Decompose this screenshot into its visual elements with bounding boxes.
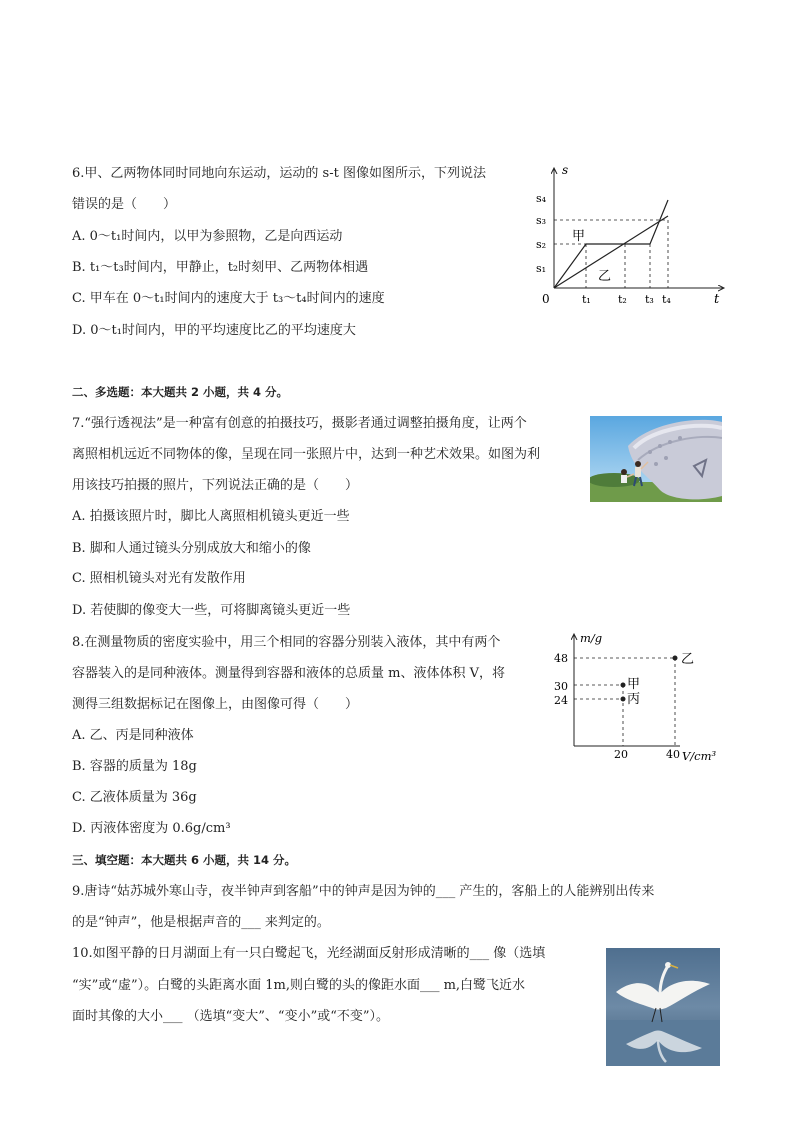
q8-label-bing: 丙 bbox=[627, 692, 641, 707]
q8-point-bing bbox=[621, 697, 626, 702]
q6-st-graph bbox=[528, 160, 728, 310]
q6-option-a: A. 0～t₁时间内，以甲为参照物，乙是向西运动 bbox=[72, 229, 343, 244]
q8-option-d: D. 丙液体密度为 0.6g/cm³ bbox=[72, 821, 231, 836]
q6-x-tick-t2: t₂ bbox=[618, 293, 627, 306]
q7-stem-line-2: 离照相机远近不同物体的像，呈现在同一张照片中，达到一种艺术效果。如图为利 bbox=[72, 447, 541, 462]
q6-y-tick-s2: s₂ bbox=[536, 238, 547, 251]
q6-x-tick-t3: t₃ bbox=[645, 293, 654, 306]
q8-option-c: C. 乙液体质量为 36g bbox=[72, 790, 197, 805]
q8-y-tick-48: 48 bbox=[554, 652, 568, 665]
q7-stem-line-1: 7.“强行透视法”是一种富有创意的拍摄技巧，摄影者通过调整拍摄角度，让两个 bbox=[72, 416, 527, 431]
q6-y-axis-label: s bbox=[562, 163, 569, 177]
q6-option-d: D. 0～t₁时间内，甲的平均速度比乙的平均速度大 bbox=[72, 323, 356, 338]
q8-x-tick-40: 40 bbox=[666, 748, 680, 761]
q8-stem-line-1: 8.在测量物质的密度实验中，用三个相同的容器分别装入液体，其中有两个 bbox=[72, 635, 501, 650]
q8-mass-volume-graph bbox=[548, 628, 726, 766]
section-3-heading: 三、填空题：本大题共 6 小题，共 14 分。 bbox=[72, 853, 297, 867]
q9-stem-line-2: 的是“钟声”，他是根据声音的___ 来判定的。 bbox=[72, 915, 330, 930]
q6-label-jia: 甲 bbox=[572, 229, 586, 244]
q6-x-axis-label: t bbox=[714, 292, 720, 307]
q10-stem-line-1: 10.如图平静的日月湖面上有一只白鹭起飞，光经湖面反射形成清晰的___ 像（选填 bbox=[72, 946, 546, 961]
q6-y-tick-s1: s₁ bbox=[536, 262, 547, 275]
q6-option-c: C. 甲车在 0～t₁时间内的速度大于 t₃～t₄时间内的速度 bbox=[72, 291, 385, 306]
q10-stem-line-2: “实”或“虚”）。白鹭的头距离水面 1m,则白鹭的头的像距水面___ m,白鹭飞近水 bbox=[72, 978, 526, 993]
q7-option-a: A. 拍摄该照片时，脚比人离照相机镜头更近一些 bbox=[72, 509, 350, 524]
q6-x-tick-t4: t₄ bbox=[662, 293, 671, 306]
q8-label-jia: 甲 bbox=[627, 677, 641, 692]
q7-option-d: D. 若使脚的像变大一些，可将脚离镜头更近一些 bbox=[72, 603, 351, 618]
q6-y-tick-s3: s₃ bbox=[536, 214, 547, 227]
q8-option-a: A. 乙、丙是同种液体 bbox=[72, 728, 194, 743]
q7-forced-perspective-photo bbox=[590, 416, 722, 502]
q9-stem-line-1: 9.唐诗“姑苏城外寒山寺，夜半钟声到客船”中的钟声是因为钟的___ 产生的，客船上的人能辨别出传来 bbox=[72, 884, 655, 899]
q8-stem-line-2: 容器装入的是同种液体。测量得到容器和液体的总质量 m、液体体积 V，将 bbox=[72, 666, 505, 681]
q8-point-yi bbox=[673, 656, 678, 661]
q8-x-tick-20: 20 bbox=[614, 748, 628, 761]
section-2-heading: 二、多选题：本大题共 2 小题，共 4 分。 bbox=[72, 385, 289, 399]
q8-x-axis-label: V/cm³ bbox=[682, 749, 717, 763]
q7-option-b: B. 脚和人通过镜头分别成放大和缩小的像 bbox=[72, 541, 311, 556]
q6-y-tick-s4: s₄ bbox=[536, 192, 547, 205]
q6-option-b: B. t₁～t₃时间内，甲静止，t₂时刻甲、乙两物体相遇 bbox=[72, 260, 369, 275]
q6-stem-line-1: 6.甲、乙两物体同时同地向东运动，运动的 s-t 图像如图所示，下列说法 bbox=[72, 166, 486, 181]
q10-stem-line-3: 面时其像的大小___ （选填“变大”、“变小”或“不变”）。 bbox=[72, 1009, 390, 1024]
q8-y-tick-24: 24 bbox=[554, 694, 568, 707]
q6-stem-line-2: 错误的是（ ） bbox=[72, 197, 177, 212]
q8-y-tick-30: 30 bbox=[554, 680, 568, 693]
q8-y-axis-label: m/g bbox=[580, 631, 603, 645]
q7-stem-line-3: 用该技巧拍摄的照片，下列说法正确的是（ ） bbox=[72, 478, 359, 493]
q6-x-tick-t1: t₁ bbox=[582, 293, 591, 306]
q8-stem-line-3: 测得三组数据标记在图像上，由图像可得（ ） bbox=[72, 697, 359, 712]
q6-label-yi: 乙 bbox=[598, 269, 612, 284]
q10-egret-photo bbox=[606, 948, 720, 1066]
q8-option-b: B. 容器的质量为 18g bbox=[72, 759, 197, 774]
q8-point-jia bbox=[621, 683, 626, 688]
q6-origin-label: 0 bbox=[542, 292, 550, 306]
q8-label-yi: 乙 bbox=[681, 652, 695, 667]
q7-option-c: C. 照相机镜头对光有发散作用 bbox=[72, 571, 246, 586]
